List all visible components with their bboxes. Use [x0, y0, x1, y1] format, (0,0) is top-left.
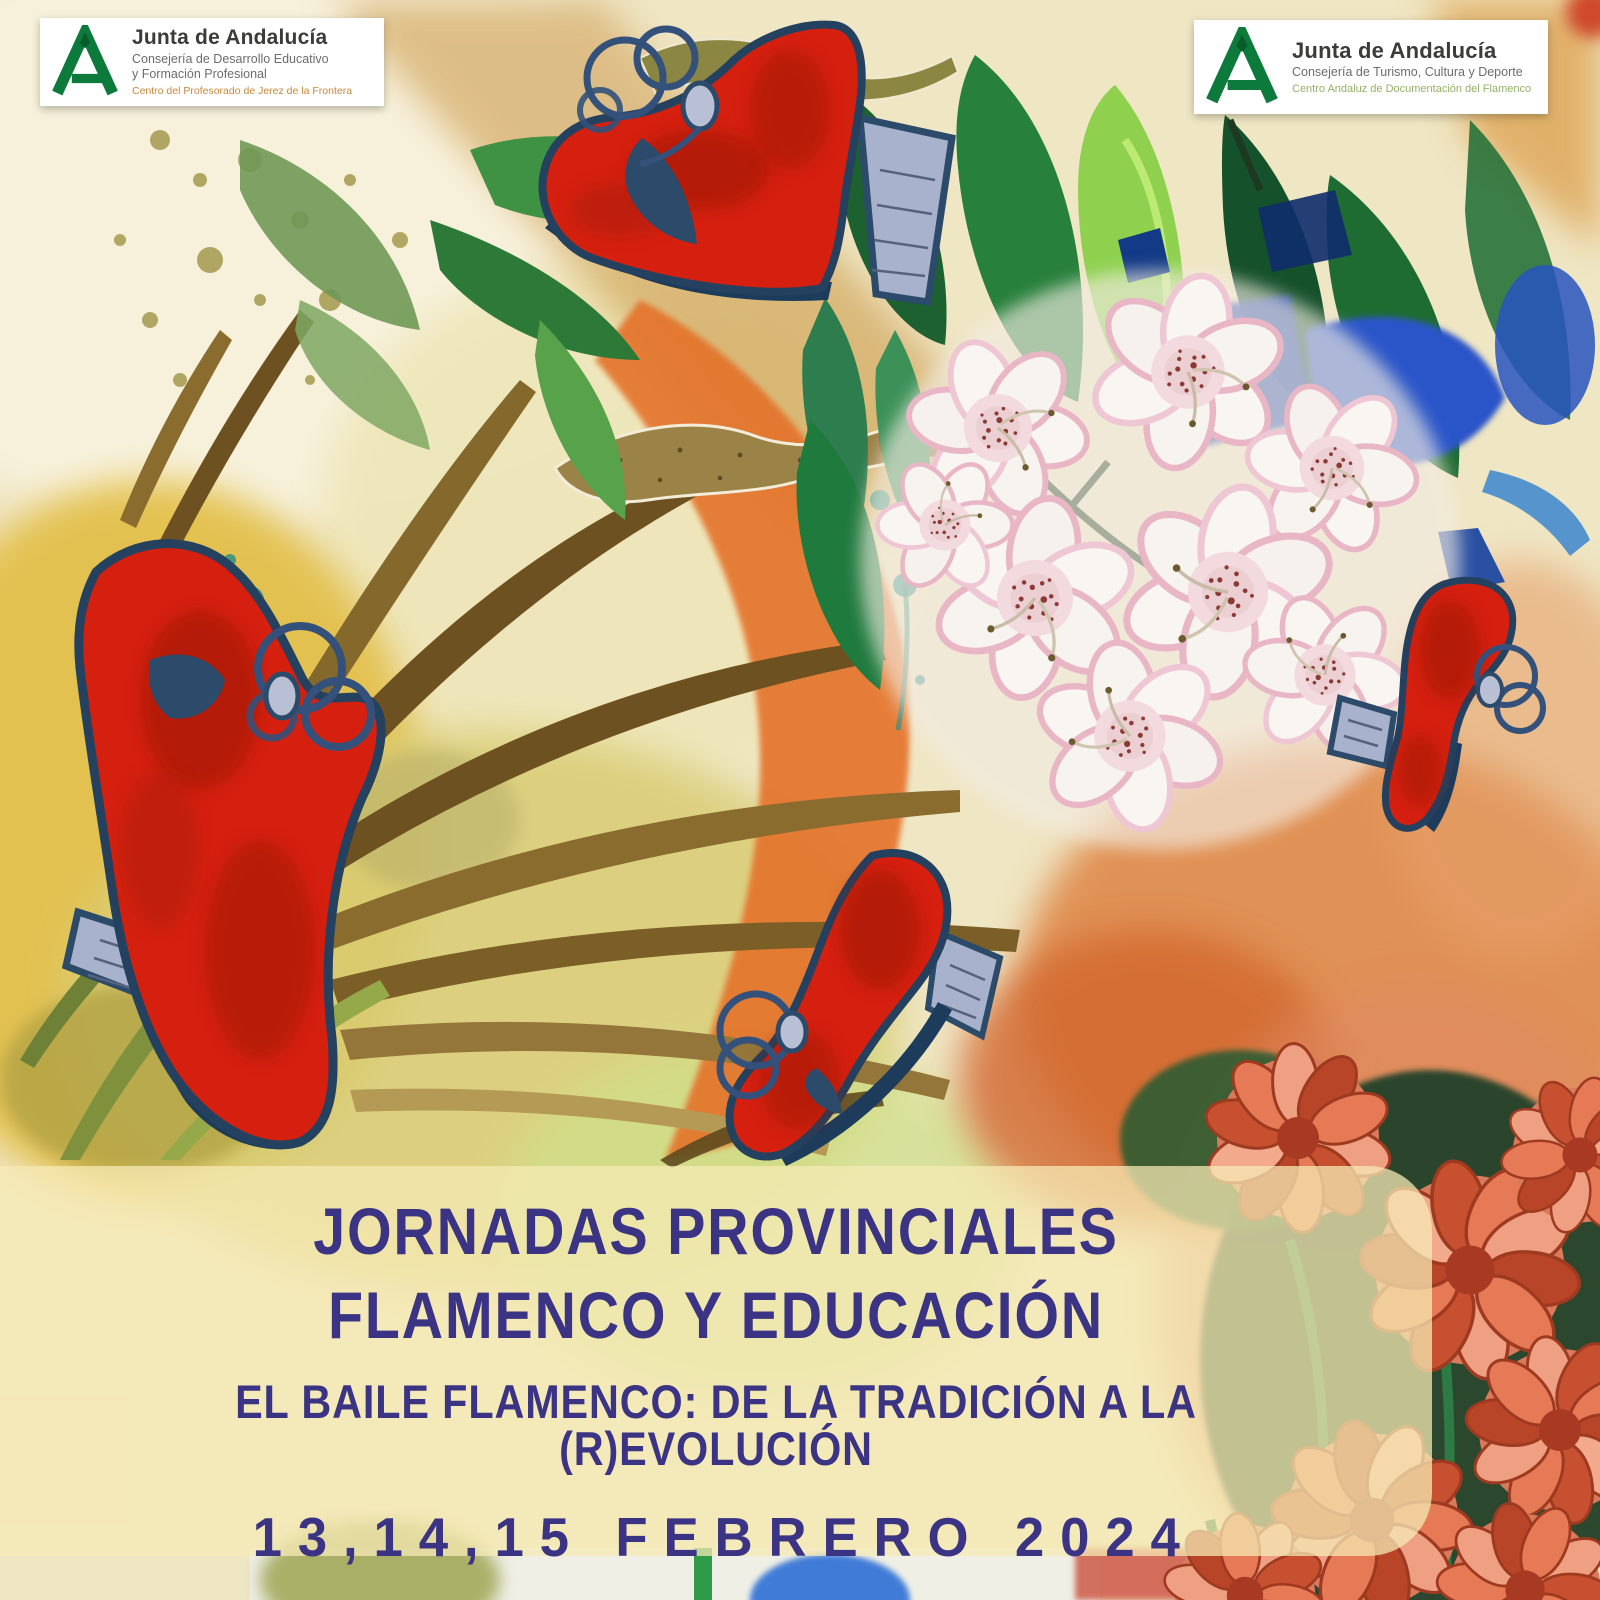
logo-center-name: Centro Andaluz de Documentación del Flamenco	[1292, 83, 1532, 96]
subtitle: EL BAILE FLAMENCO: DE LA TRADICIÓN A LA (R)EVOLUCIÓN	[235, 1375, 1197, 1475]
logo-center-name: Centro del Profesorado de Jerez de la Frontera	[132, 84, 353, 97]
logo-dept-line1: Consejería de Turismo, Cultura y Deporte	[1292, 64, 1523, 79]
logo-org-name: Junta de Andalucía	[132, 25, 328, 49]
logo-dept-line1: Consejería de Desarrollo Educativo	[132, 52, 329, 66]
logo-dept-line2: y Formación Profesional	[132, 66, 267, 81]
logo-junta-right	[1194, 20, 1548, 114]
title-panel	[0, 1166, 1432, 1568]
title-line-1: JORNADAS PROVINCIALES	[313, 1194, 1119, 1268]
junta-a-icon	[52, 25, 118, 99]
title-line-2: FLAMENCO Y EDUCACIÓN	[327, 1278, 1104, 1352]
event-date: 13,14,15 FEBRERO 2024	[252, 1506, 1196, 1568]
logo-junta-left	[40, 18, 384, 106]
junta-a-icon	[1206, 27, 1278, 107]
logo-org-name: Junta de Andalucía	[1292, 37, 1497, 63]
